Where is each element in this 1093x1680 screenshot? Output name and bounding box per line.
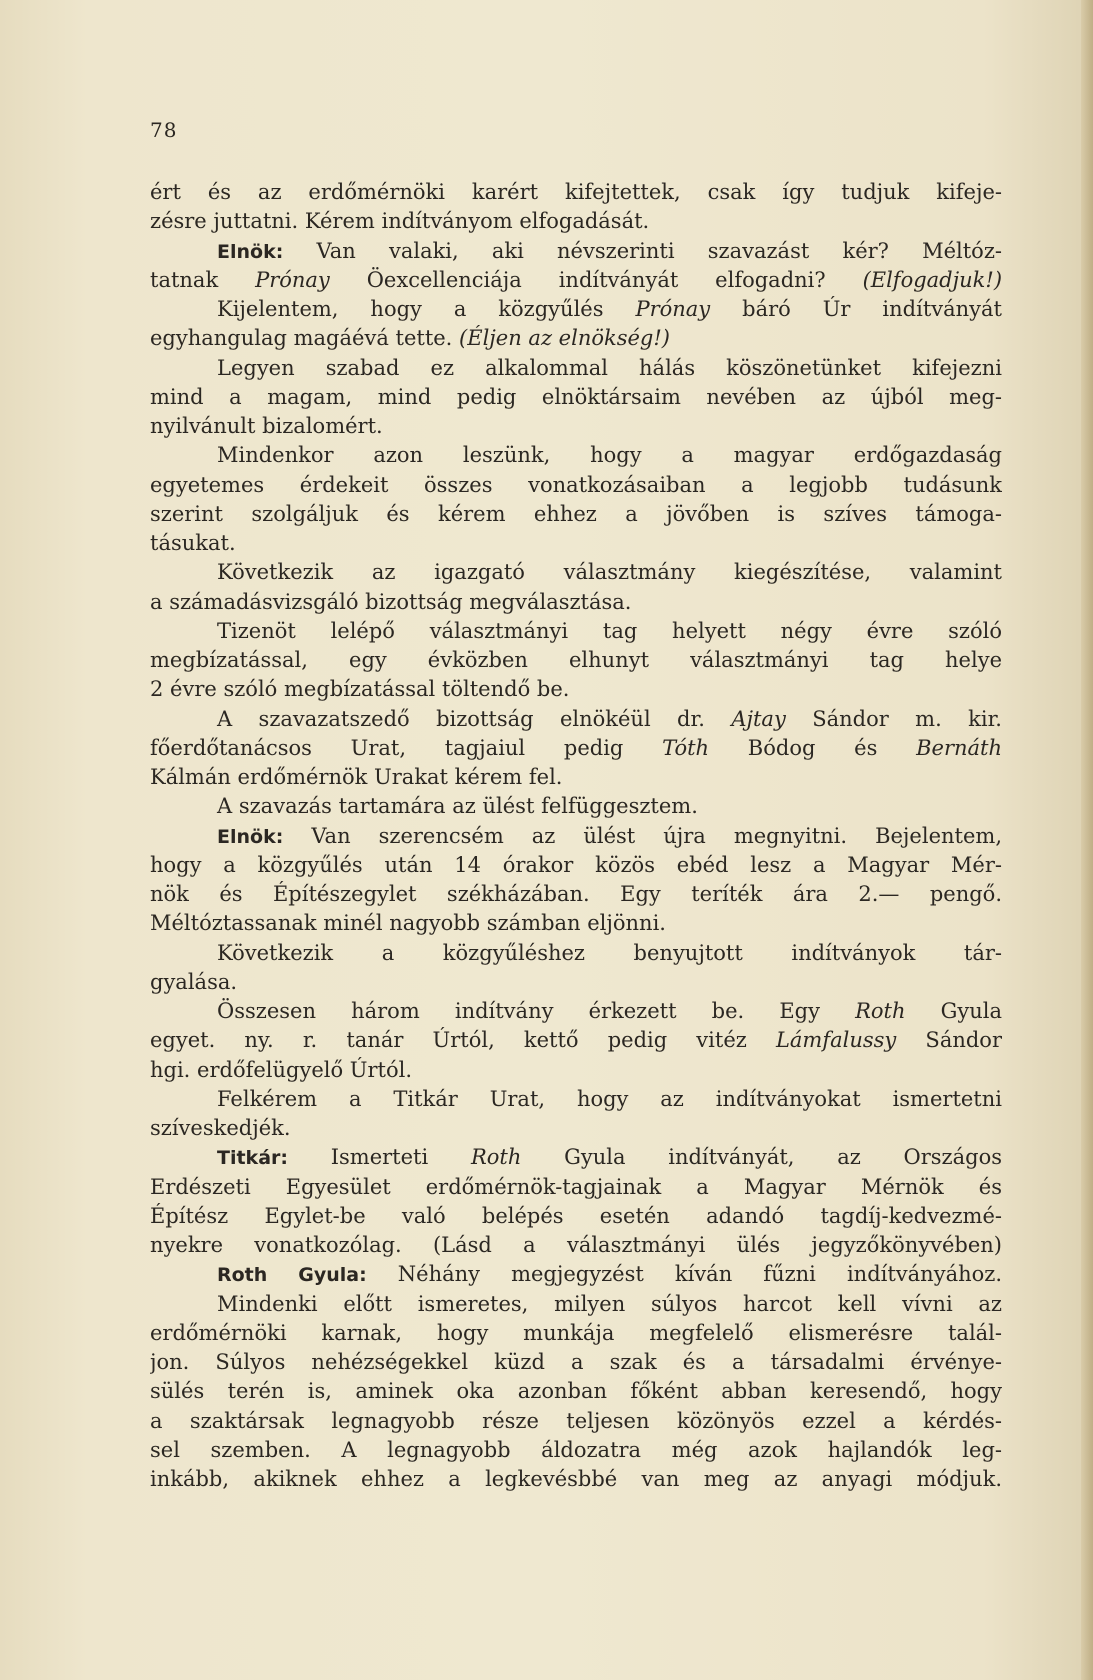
text-run: inkább, akiknek ehhez a legkevésbbé van meg az anyagi módjuk.	[150, 1467, 1002, 1491]
text-run: egyet. ny. r. tanár Úrtól, kettő pedig vitéz	[150, 1028, 776, 1053]
text-run: Gyula	[905, 999, 1002, 1023]
text-run: Bódog és	[709, 735, 917, 760]
text-line	[150, 1114, 1002, 1143]
text-run: Öexcellenciája indítványát elfogadni?	[329, 267, 863, 292]
text-line	[150, 1143, 1002, 1172]
italic-text: (Elfogadjuk!)	[862, 267, 1002, 292]
speaker-label: Titkár:	[217, 1147, 288, 1170]
text-line	[150, 1465, 1002, 1494]
text-line	[150, 822, 1002, 851]
text-line	[150, 1260, 1002, 1289]
text-line	[150, 441, 1002, 470]
text-run: szíveskedjék.	[150, 1116, 291, 1140]
text-line	[150, 588, 1002, 617]
text-run: Összesen három indítvány érkezett be. Egy	[217, 999, 856, 1023]
italic-text: Bernáth	[916, 735, 1002, 760]
text-run: nyilvánult bizalomért.	[150, 414, 383, 438]
text-run: A szavazatszedő bizottság elnökéül dr.	[217, 706, 732, 731]
text-run: tásukat.	[150, 531, 236, 555]
text-line	[150, 295, 1002, 324]
text-run: Gyula indítványát, az Országos	[521, 1145, 1002, 1170]
text-run: báró Úr indítványát	[710, 297, 1002, 321]
italic-text: (Éljen az elnökség!)	[459, 326, 671, 351]
text-line	[150, 939, 1002, 968]
text-run: hgi. erdőfelügyelő Úrtól.	[150, 1057, 413, 1082]
text-run: Erdészeti Egyesület erdőmérnök-tagjainak a Magyar Mérnök és	[150, 1174, 1002, 1199]
text-line	[150, 1056, 1002, 1085]
text-run: főerdőtanácsos Urat, tagjaiul pedig	[150, 735, 663, 760]
text-run: nök és Építészegylet székházában. Egy teríték ára 2.— pengő.	[150, 882, 1002, 906]
body-text	[150, 178, 1002, 1494]
text-line	[150, 529, 1002, 558]
text-line	[150, 617, 1002, 646]
text-line	[150, 1173, 1002, 1202]
text-run: hogy a közgyűlés után 14 órakor közös ebéd lesz a Magyar Mér-	[150, 852, 1002, 877]
text-run: Ismerteti	[287, 1145, 471, 1170]
text-line	[150, 383, 1002, 412]
text-run: erdőmérnöki karnak, hogy munkája megfelelő elismerésre talál-	[150, 1320, 1002, 1345]
italic-text: Roth	[470, 1145, 522, 1170]
text-line	[150, 1377, 1002, 1406]
text-run: Van szerencsém az ülést újra megnyitni. Bejelentem,	[283, 823, 1002, 848]
page-number: 78	[150, 118, 178, 142]
text-line	[150, 1407, 1002, 1436]
italic-text: Roth	[855, 999, 906, 1023]
text-run: a szaktársak legnagyobb része teljesen közönyös ezzel a kérdés-	[150, 1408, 1002, 1433]
text-line	[150, 968, 1002, 997]
text-line	[150, 471, 1002, 500]
text-line	[150, 354, 1002, 383]
text-line	[150, 1085, 1002, 1114]
text-run: megbízatással, egy évközben elhunyt választmányi tag helye	[150, 648, 1002, 672]
text-run: Felkérem a Titkár Urat, hogy az indítványokat ismertetni	[217, 1086, 1002, 1111]
text-run: Van valaki, aki névszerinti szavazást kér? Méltóz-	[283, 238, 1002, 263]
text-line	[150, 1290, 1002, 1319]
text-line	[150, 1348, 1002, 1377]
text-line	[150, 851, 1002, 880]
text-run: tatnak	[150, 267, 256, 292]
italic-text: Lámfalussy	[775, 1028, 897, 1053]
text-line	[150, 178, 1002, 207]
italic-text: Ajtay	[731, 706, 786, 731]
italic-text: Prónay	[255, 267, 330, 292]
text-line	[150, 324, 1002, 353]
text-line	[150, 207, 1002, 236]
text-run: mind a magam, mind pedig elnöktársaim nevében az újból meg-	[150, 384, 1002, 409]
text-run: jon. Súlyos nehézségekkel küzd a szak és a társadalmi érvénye-	[150, 1350, 1002, 1374]
text-line	[150, 1436, 1002, 1465]
text-run: Méltóztassanak minél nagyobb számban eljönni.	[150, 911, 666, 936]
text-run: nyekre vonatkozólag. (Lásd a választmányi ülés jegyzőkönyvében)	[150, 1233, 1002, 1257]
text-line	[150, 675, 1002, 704]
text-line	[150, 997, 1002, 1026]
text-line	[150, 792, 1002, 821]
text-line	[150, 705, 1002, 734]
text-run: gyalása.	[150, 969, 238, 994]
italic-text: Prónay	[635, 297, 711, 321]
text-line	[150, 880, 1002, 909]
text-run: sel szemben. A legnagyobb áldozatra még azok hajlandók leg-	[150, 1437, 1002, 1462]
text-run: Következik a közgyűléshez benyujtott indítványok tár-	[217, 940, 1002, 965]
page-edge	[1081, 0, 1093, 1680]
text-run: sülés terén is, aminek oka azonban főként abban keresendő, hogy	[150, 1379, 1002, 1404]
text-run: Mindenki előtt ismeretes, milyen súlyos harcot kell vívni az	[217, 1291, 1002, 1316]
text-run: Kálmán erdőmérnök Urakat kérem fel.	[150, 765, 563, 789]
text-run: Kijelentem, hogy a közgyűlés	[217, 297, 636, 321]
text-run: Néhány megjegyzést kíván fűzni indítványához.	[366, 1262, 1002, 1287]
text-line	[150, 763, 1002, 792]
text-line	[150, 909, 1002, 938]
text-run: Építész Egylet-be való belépés esetén adandó tagdíj-kedvezmé-	[150, 1203, 1002, 1228]
text-line	[150, 266, 1002, 295]
text-run: Legyen szabad ez alkalommal hálás köszönetünket kifejezni	[217, 355, 1002, 380]
text-line	[150, 1026, 1002, 1055]
text-run: a számadásvizsgáló bizottság megválasztása.	[150, 589, 632, 614]
text-run: egyetemes érdekeit összes vonatkozásaiban a legjobb tudásunk	[150, 472, 1002, 497]
speaker-label: Roth Gyula:	[217, 1264, 367, 1287]
text-line	[150, 646, 1002, 675]
text-run: A szavazás tartamára az ülést felfüggesztem.	[217, 794, 698, 819]
text-run: Tizenöt lelépő választmányi tag helyett négy évre szóló	[217, 618, 1002, 643]
italic-text: Tóth	[662, 735, 710, 760]
text-line	[150, 1319, 1002, 1348]
text-run: Sándor	[896, 1028, 1002, 1053]
text-run: Mindenkor azon leszünk, hogy a magyar erdőgazdaság	[217, 443, 1002, 468]
text-run: szerint szolgáljuk és kérem ehhez a jövőben is szíves támoga-	[150, 501, 1002, 526]
text-line	[150, 237, 1002, 266]
text-run: ért és az erdőmérnöki karért kifejtettek, csak így tudjuk kifeje-	[150, 180, 1002, 204]
text-run: 2 évre szóló megbízatással töltendő be.	[150, 677, 570, 702]
text-run: egyhangulag magáévá tette.	[150, 326, 460, 351]
text-run: zésre juttatni. Kérem indítványom elfogadását.	[150, 209, 650, 234]
text-line	[150, 500, 1002, 529]
text-line	[150, 1231, 1002, 1260]
text-run: Következik az igazgató választmány kiegészítése, valamint	[217, 560, 1002, 585]
text-run: Sándor m. kir.	[785, 706, 1002, 731]
text-line	[150, 558, 1002, 587]
text-line	[150, 1202, 1002, 1231]
text-line	[150, 734, 1002, 763]
speaker-label: Elnök:	[217, 825, 284, 848]
speaker-label: Elnök:	[217, 240, 284, 263]
text-line	[150, 412, 1002, 441]
